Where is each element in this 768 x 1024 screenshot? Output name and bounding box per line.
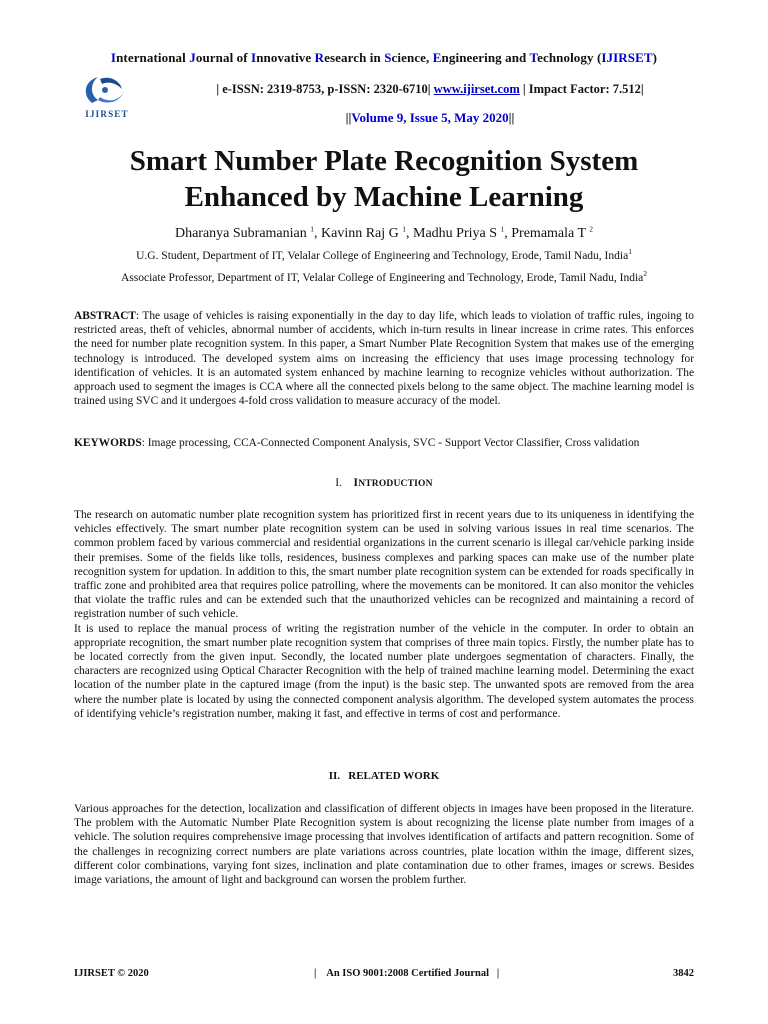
author-name: , Madhu Priya S bbox=[406, 226, 501, 241]
footer-iso: | An ISO 9001:2008 Certified Journal | bbox=[314, 968, 500, 979]
journal-initial: S bbox=[384, 50, 392, 65]
author-affiliation-sup: 1 bbox=[402, 224, 407, 234]
title-line-1: Smart Number Plate Recognition System bbox=[129, 145, 639, 177]
issn-line bbox=[150, 82, 710, 97]
affiliation-1-text: U.G. Student, Department of IT, Velalar College of Engineering and Technology, Erode, Tamil Nadu, India bbox=[136, 250, 629, 262]
section-1-number: I. bbox=[335, 477, 342, 489]
journal-initial: E bbox=[432, 50, 442, 65]
journal-word: ournal of bbox=[195, 50, 252, 65]
impact-factor: | Impact Factor: 7.512| bbox=[519, 82, 644, 96]
journal-word: nnovative bbox=[256, 50, 315, 65]
issn-text: | e-ISSN: 2319-8753, p-ISSN: 2320-6710| bbox=[216, 82, 434, 96]
section-1-title: INTRODUCTION bbox=[353, 477, 433, 489]
abstract bbox=[74, 309, 694, 408]
intro-paragraph-2: It is used to replace the manual process of writing the registration number of the vehicle in the computer. In order to obtain an appropriate recognition, the smart number plate recognition system that comprises of three main topics. Firstly, the number plate has to be located correctly from the given input. Secondly, the located number plate undergoes segmentation of characters. Finally, the characters are recognized using Optical Character Recognition with the help of trained machine learning model. Determining the exact location of the number plate in the captured image (from the input) is the basic step. The unwanted spots are removed from the area where the number plate is located by using the connected component analysis algorithm. The developed system automates the process of identifying vehicle’s registration number, making it fast, and effective in terms of cost and performance. bbox=[74, 622, 694, 720]
logo-text: IJIRSET bbox=[85, 109, 129, 119]
journal-initial: IJIRSET bbox=[601, 50, 653, 65]
footer-copyright: IJIRSET © 2020 bbox=[74, 968, 149, 979]
journal-name bbox=[0, 50, 768, 66]
keywords-label: KEYWORDS bbox=[74, 437, 142, 449]
related-paragraph: Various approaches for the detection, localization and classification of different objects in images have been proposed in the literature. The problem with the Automatic Number Plate Recognition system is about recognizing the license plate number from images of a vehicle. The solution requires comprehensive image processing that involves identification of artifacts and pattern recognition. Some of the challenges in recognizing correct numbers are plate variations across countries, plate location within the image, different sizes, different color combinations, varying font sizes, inclination and plate contamination due to other frames, images or screws. Besides image variations, the amount of light and background can worsen the problem further. bbox=[74, 803, 694, 887]
keywords bbox=[74, 436, 694, 450]
title-line-2: Enhanced by Machine Learning bbox=[184, 181, 584, 213]
introduction-body bbox=[74, 508, 694, 721]
journal-initial: T bbox=[529, 50, 538, 65]
affiliation-2-sup: 2 bbox=[643, 269, 648, 279]
author-name: , Premamala T bbox=[504, 226, 590, 241]
journal-initial: J bbox=[189, 50, 196, 65]
paper-title bbox=[40, 143, 728, 215]
author-affiliation-sup: 1 bbox=[500, 224, 505, 234]
ijirset-logo bbox=[76, 73, 138, 121]
section-2-title: RELATED WORK bbox=[348, 770, 440, 782]
journal-initial: R bbox=[314, 50, 325, 65]
abstract-text: : The usage of vehicles is raising exponentially in the day to day life, which leads to violation of traffic rules, ingoing to restricted areas, theft of vehicles, abnormal number of accidents, which in-turn results in linear increase in crime rates. This enforces the need for number plate recognition system. In this paper, a Smart Number Plate Recognition System that makes use of the emerging technology is introduced. The developed system aims on increasing the efficiency that uses image processing technology for identification of vehicles. It is an automated system enhanced by machine learning to recognize vehicles without authorization. The approach used to segment the images is CCA where all the connected pixels belong to the same object. The machine learning model is trained using SVC and it undergoes 4-fold cross validation to measure accuracy of the model. bbox=[74, 310, 694, 408]
related-work-body bbox=[74, 802, 694, 887]
author-name: Dharanya Subramanian bbox=[174, 226, 311, 241]
page-footer bbox=[74, 968, 694, 982]
affiliation-1 bbox=[40, 247, 728, 262]
volume-issue: Volume 9, Issue 5, May 2020 bbox=[351, 110, 509, 125]
volume-bracket-close: || bbox=[508, 110, 515, 125]
journal-word: ) bbox=[652, 50, 658, 65]
website-link[interactable]: www.ijirset.com bbox=[433, 82, 520, 96]
volume-line bbox=[150, 110, 710, 126]
author-list bbox=[40, 226, 728, 242]
section-2-number: II. bbox=[328, 770, 341, 782]
journal-word: esearch in bbox=[324, 50, 385, 65]
affiliation-2 bbox=[40, 269, 728, 284]
affiliation-2-text: Associate Professor, Department of IT, Velalar College of Engineering and Technology, Erode, Tamil Nadu, India bbox=[120, 272, 644, 284]
affiliation-1-sup: 1 bbox=[628, 247, 632, 257]
page-number: 3842 bbox=[673, 968, 694, 979]
journal-word: nternational bbox=[116, 50, 190, 65]
section-heading-introduction bbox=[0, 477, 768, 489]
section-heading-related-work bbox=[0, 770, 768, 782]
journal-word: ngineering and bbox=[441, 50, 530, 65]
journal-word: cience, bbox=[391, 50, 433, 65]
author-name: , Kavinn Raj G bbox=[314, 226, 403, 241]
volume-bracket-open: || bbox=[345, 110, 352, 125]
intro-paragraph-1: The research on automatic number plate recognition system has prioritized first in recent years due to its uniqueness in identifying the vehicles effectively. The smart number plate recognition system can be used in solving various issues in real time scenarios. The common problem faced by various commercial and residential organizations in the current scenario is illegal car/vehicle parking inside their premises. Some of the fields like tolls, residences, business complexes and parking spaces can make use of the number plate recognition system for updation. In addition to this, the smart number plate recognition system can be extended for roads specifically in traffic zone and prohibited area that requires police patrolling, where the movements can be monitored. It can also monitor the vehicles that violate the traffic rules and can be extended such that the unauthorized vehicles can be recognized and maintaining a record of registration number of such vehicle. bbox=[74, 509, 694, 621]
journal-initial: I bbox=[251, 50, 257, 65]
author-affiliation-sup: 1 bbox=[310, 224, 314, 234]
keywords-text: : Image processing, CCA-Connected Component Analysis, SVC - Support Vector Classifier, Cross validation bbox=[141, 437, 640, 449]
author-affiliation-sup: 2 bbox=[589, 224, 594, 234]
journal-initial: I bbox=[110, 50, 117, 65]
journal-word: echnology ( bbox=[537, 50, 602, 65]
abstract-label: ABSTRACT bbox=[74, 310, 137, 322]
